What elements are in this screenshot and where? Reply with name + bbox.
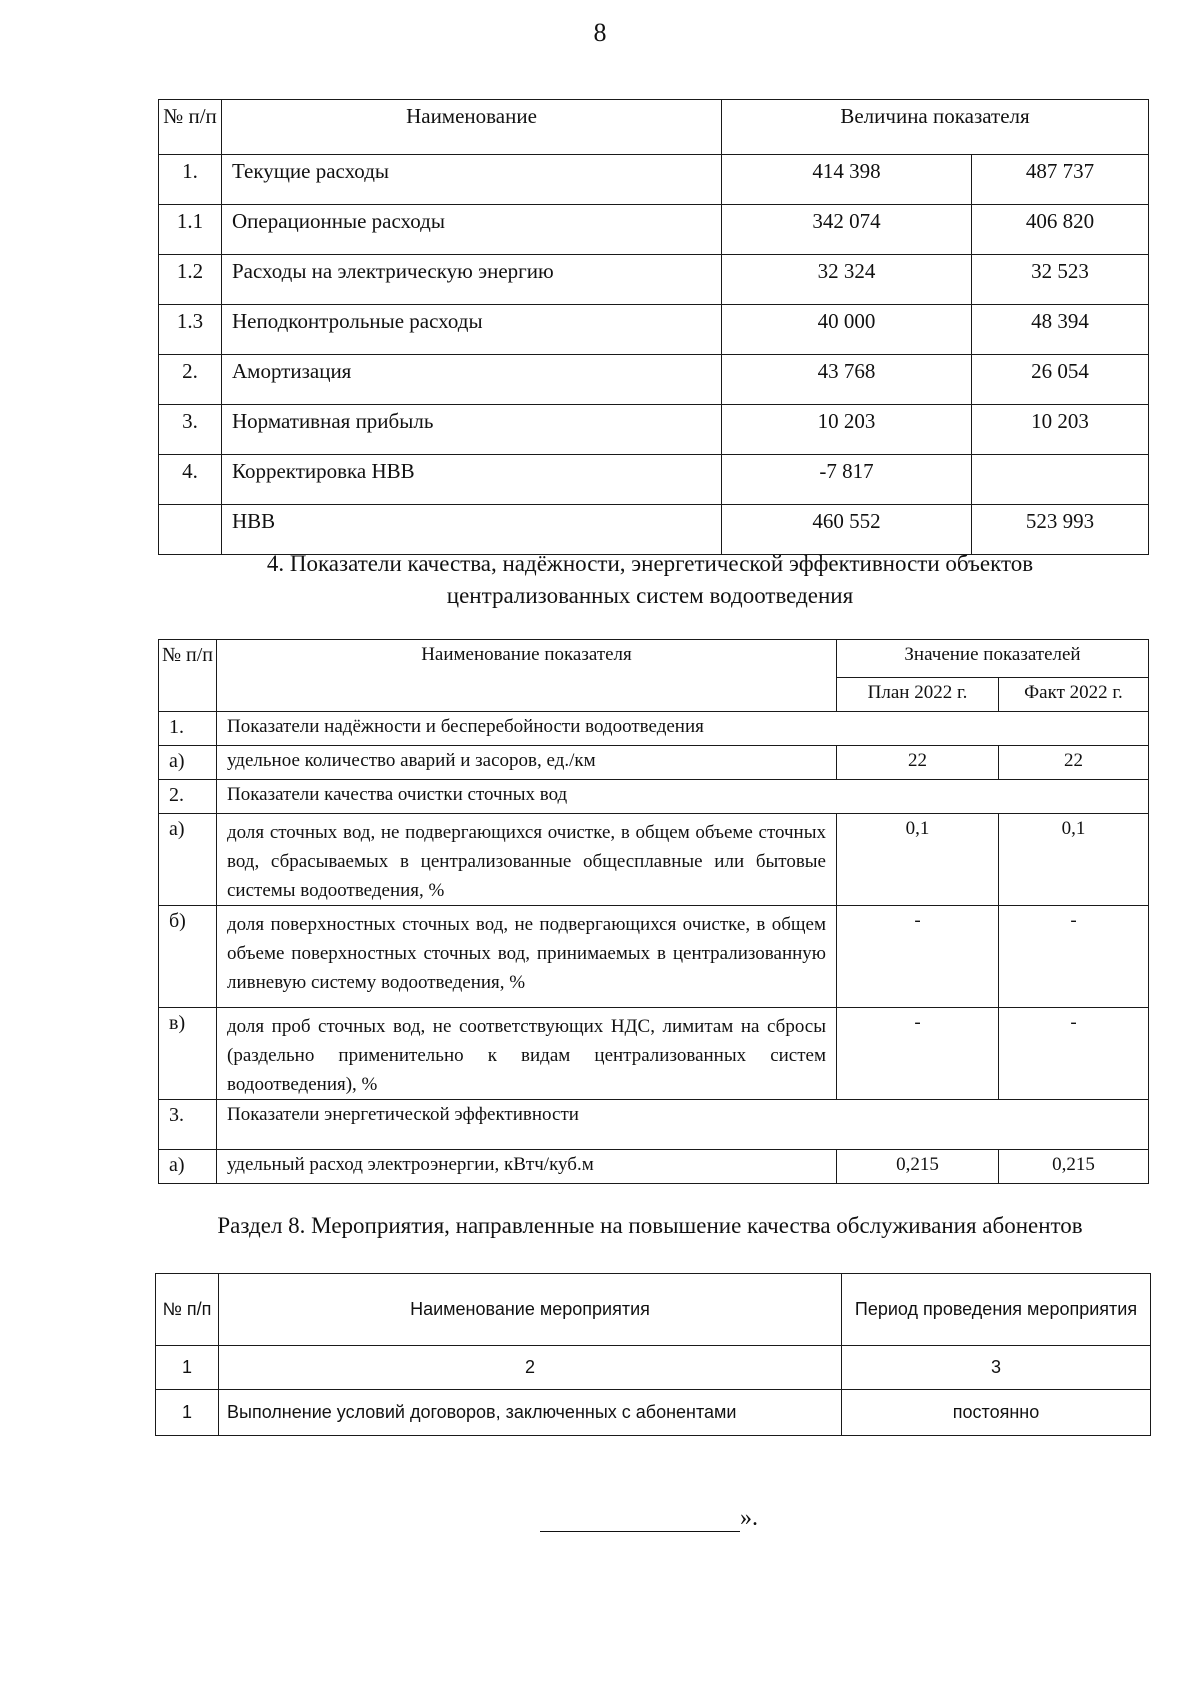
row-num: 3. (159, 1100, 217, 1150)
row-plan: - (837, 1008, 999, 1100)
row-value-1: 460 552 (722, 505, 972, 555)
row-name: Корректировка НВВ (222, 455, 722, 505)
row-name: Текущие расходы (222, 155, 722, 205)
column-header-name: Наименование мероприятия (219, 1274, 842, 1346)
row-num: а) (159, 814, 217, 906)
row-name: доля поверхностных сточных вод, не подвергающихся очистке, в общем объеме поверхностных сточных вод, принимаемых в централизованную ливневую систему водоотведения, % (217, 906, 837, 1008)
group-title: Показатели надёжности и бесперебойности водоотведения (217, 712, 1149, 746)
table-row (159, 906, 1149, 1008)
row-name: Расходы на электрическую энергию (222, 255, 722, 305)
row-num: 1.2 (159, 255, 222, 305)
column-header-num: № п/п (159, 640, 217, 712)
row-num: 4. (159, 455, 222, 505)
row-name: доля проб сточных вод, не соответствующих НДС, лимитам на сбросы (раздельно применительно к видам централизованных систем водоотведения), % (217, 1008, 837, 1100)
table-row-total (159, 505, 1149, 555)
table-row (159, 205, 1149, 255)
row-plan: 0,1 (837, 814, 999, 906)
table-row (159, 305, 1149, 355)
table-group-row (159, 780, 1149, 814)
table-header-row (159, 640, 1149, 678)
table-row (159, 405, 1149, 455)
row-num: б) (159, 906, 217, 1008)
row-name: удельный расход электроэнергии, кВтч/куб.м (217, 1150, 837, 1184)
table-row (159, 814, 1149, 906)
row-value-1: 342 074 (722, 205, 972, 255)
row-value-1: 414 398 (722, 155, 972, 205)
section-4-title-line-1: 4. Показатели качества, надёжности, энергетической эффективности объектов (266, 551, 1034, 576)
row-value-1: 43 768 (722, 355, 972, 405)
row-fact: 0,215 (999, 1150, 1149, 1184)
row-value-2: 487 737 (972, 155, 1149, 205)
row-num: 2. (159, 780, 217, 814)
column-header-period: Период проведения мероприятия (842, 1274, 1151, 1346)
index-cell-3: 3 (842, 1346, 1151, 1390)
row-value-2: 26 054 (972, 355, 1149, 405)
row-name: доля сточных вод, не подвергающихся очистке, в общем объеме сточных вод, сбрасываемых в централизованные общесплавные или бытовые системы водоотведения, % (217, 814, 837, 906)
row-num: в) (159, 1008, 217, 1100)
row-value-2: 32 523 (972, 255, 1149, 305)
column-header-value: Величина показателя (722, 100, 1149, 155)
signature-line (540, 1511, 740, 1532)
row-fact: 22 (999, 746, 1149, 780)
column-header-fact: Факт 2022 г. (999, 678, 1149, 712)
row-plan: - (837, 906, 999, 1008)
row-plan: 22 (837, 746, 999, 780)
row-num: 1. (159, 712, 217, 746)
column-header-name: Наименование показателя (217, 640, 837, 712)
table-header-row (156, 1274, 1151, 1346)
column-header-values: Значение показателей (837, 640, 1149, 678)
activities-table (155, 1273, 1151, 1436)
table-group-row (159, 1100, 1149, 1150)
row-num: 2. (159, 355, 222, 405)
row-value-2: 48 394 (972, 305, 1149, 355)
row-value-2: 10 203 (972, 405, 1149, 455)
row-value-1: -7 817 (722, 455, 972, 505)
row-num: 1.3 (159, 305, 222, 355)
index-cell-1: 1 (156, 1346, 219, 1390)
row-value-1: 10 203 (722, 405, 972, 455)
row-num: 1.1 (159, 205, 222, 255)
table-row (159, 1008, 1149, 1100)
index-cell-2: 2 (219, 1346, 842, 1390)
row-name: Операционные расходы (222, 205, 722, 255)
row-name: НВВ (222, 505, 722, 555)
table-row (159, 355, 1149, 405)
row-fact: - (999, 1008, 1149, 1100)
table-row (159, 155, 1149, 205)
row-value-2: 406 820 (972, 205, 1149, 255)
row-value-1: 40 000 (722, 305, 972, 355)
table-header-row (159, 100, 1149, 155)
row-fact: 0,1 (999, 814, 1149, 906)
row-value-1: 32 324 (722, 255, 972, 305)
row-name: Нормативная прибыль (222, 405, 722, 455)
page-number: 8 (593, 18, 607, 47)
table-row (156, 1390, 1151, 1436)
section-8-heading: Раздел 8. Мероприятия, направленные на повышение качества обслуживания абонентов (217, 1213, 1083, 1238)
group-title: Показатели энергетической эффективности (217, 1100, 1149, 1150)
column-header-name: Наименование (222, 100, 722, 155)
quality-indicators-table (158, 639, 1149, 1184)
row-value-2: 523 993 (972, 505, 1149, 555)
expenses-table (158, 99, 1149, 555)
section-4-heading (150, 548, 1150, 612)
column-header-num: № п/п (156, 1274, 219, 1346)
closing-quote: ». (740, 1505, 758, 1531)
row-num (159, 505, 222, 555)
table-row (159, 455, 1149, 505)
table-row (159, 255, 1149, 305)
closing-mark (540, 1505, 758, 1532)
table-group-row (159, 712, 1149, 746)
table-index-row (156, 1346, 1151, 1390)
row-name: Выполнение условий договоров, заключенных с абонентами (219, 1390, 842, 1436)
row-num: 1 (156, 1390, 219, 1436)
row-period: постоянно (842, 1390, 1151, 1436)
column-header-num: № п/п (159, 100, 222, 155)
row-plan: 0,215 (837, 1150, 999, 1184)
row-name: Неподконтрольные расходы (222, 305, 722, 355)
row-num: а) (159, 1150, 217, 1184)
table-row (159, 746, 1149, 780)
row-num: 1. (159, 155, 222, 205)
section-4-title-line-2: централизованных систем водоотведения (446, 583, 854, 608)
table-row (159, 1150, 1149, 1184)
group-title: Показатели качества очистки сточных вод (217, 780, 1149, 814)
column-header-plan: План 2022 г. (837, 678, 999, 712)
row-value-2 (972, 455, 1149, 505)
row-name: Амортизация (222, 355, 722, 405)
row-num: а) (159, 746, 217, 780)
row-fact: - (999, 906, 1149, 1008)
row-num: 3. (159, 405, 222, 455)
row-name: удельное количество аварий и засоров, ед./км (217, 746, 837, 780)
